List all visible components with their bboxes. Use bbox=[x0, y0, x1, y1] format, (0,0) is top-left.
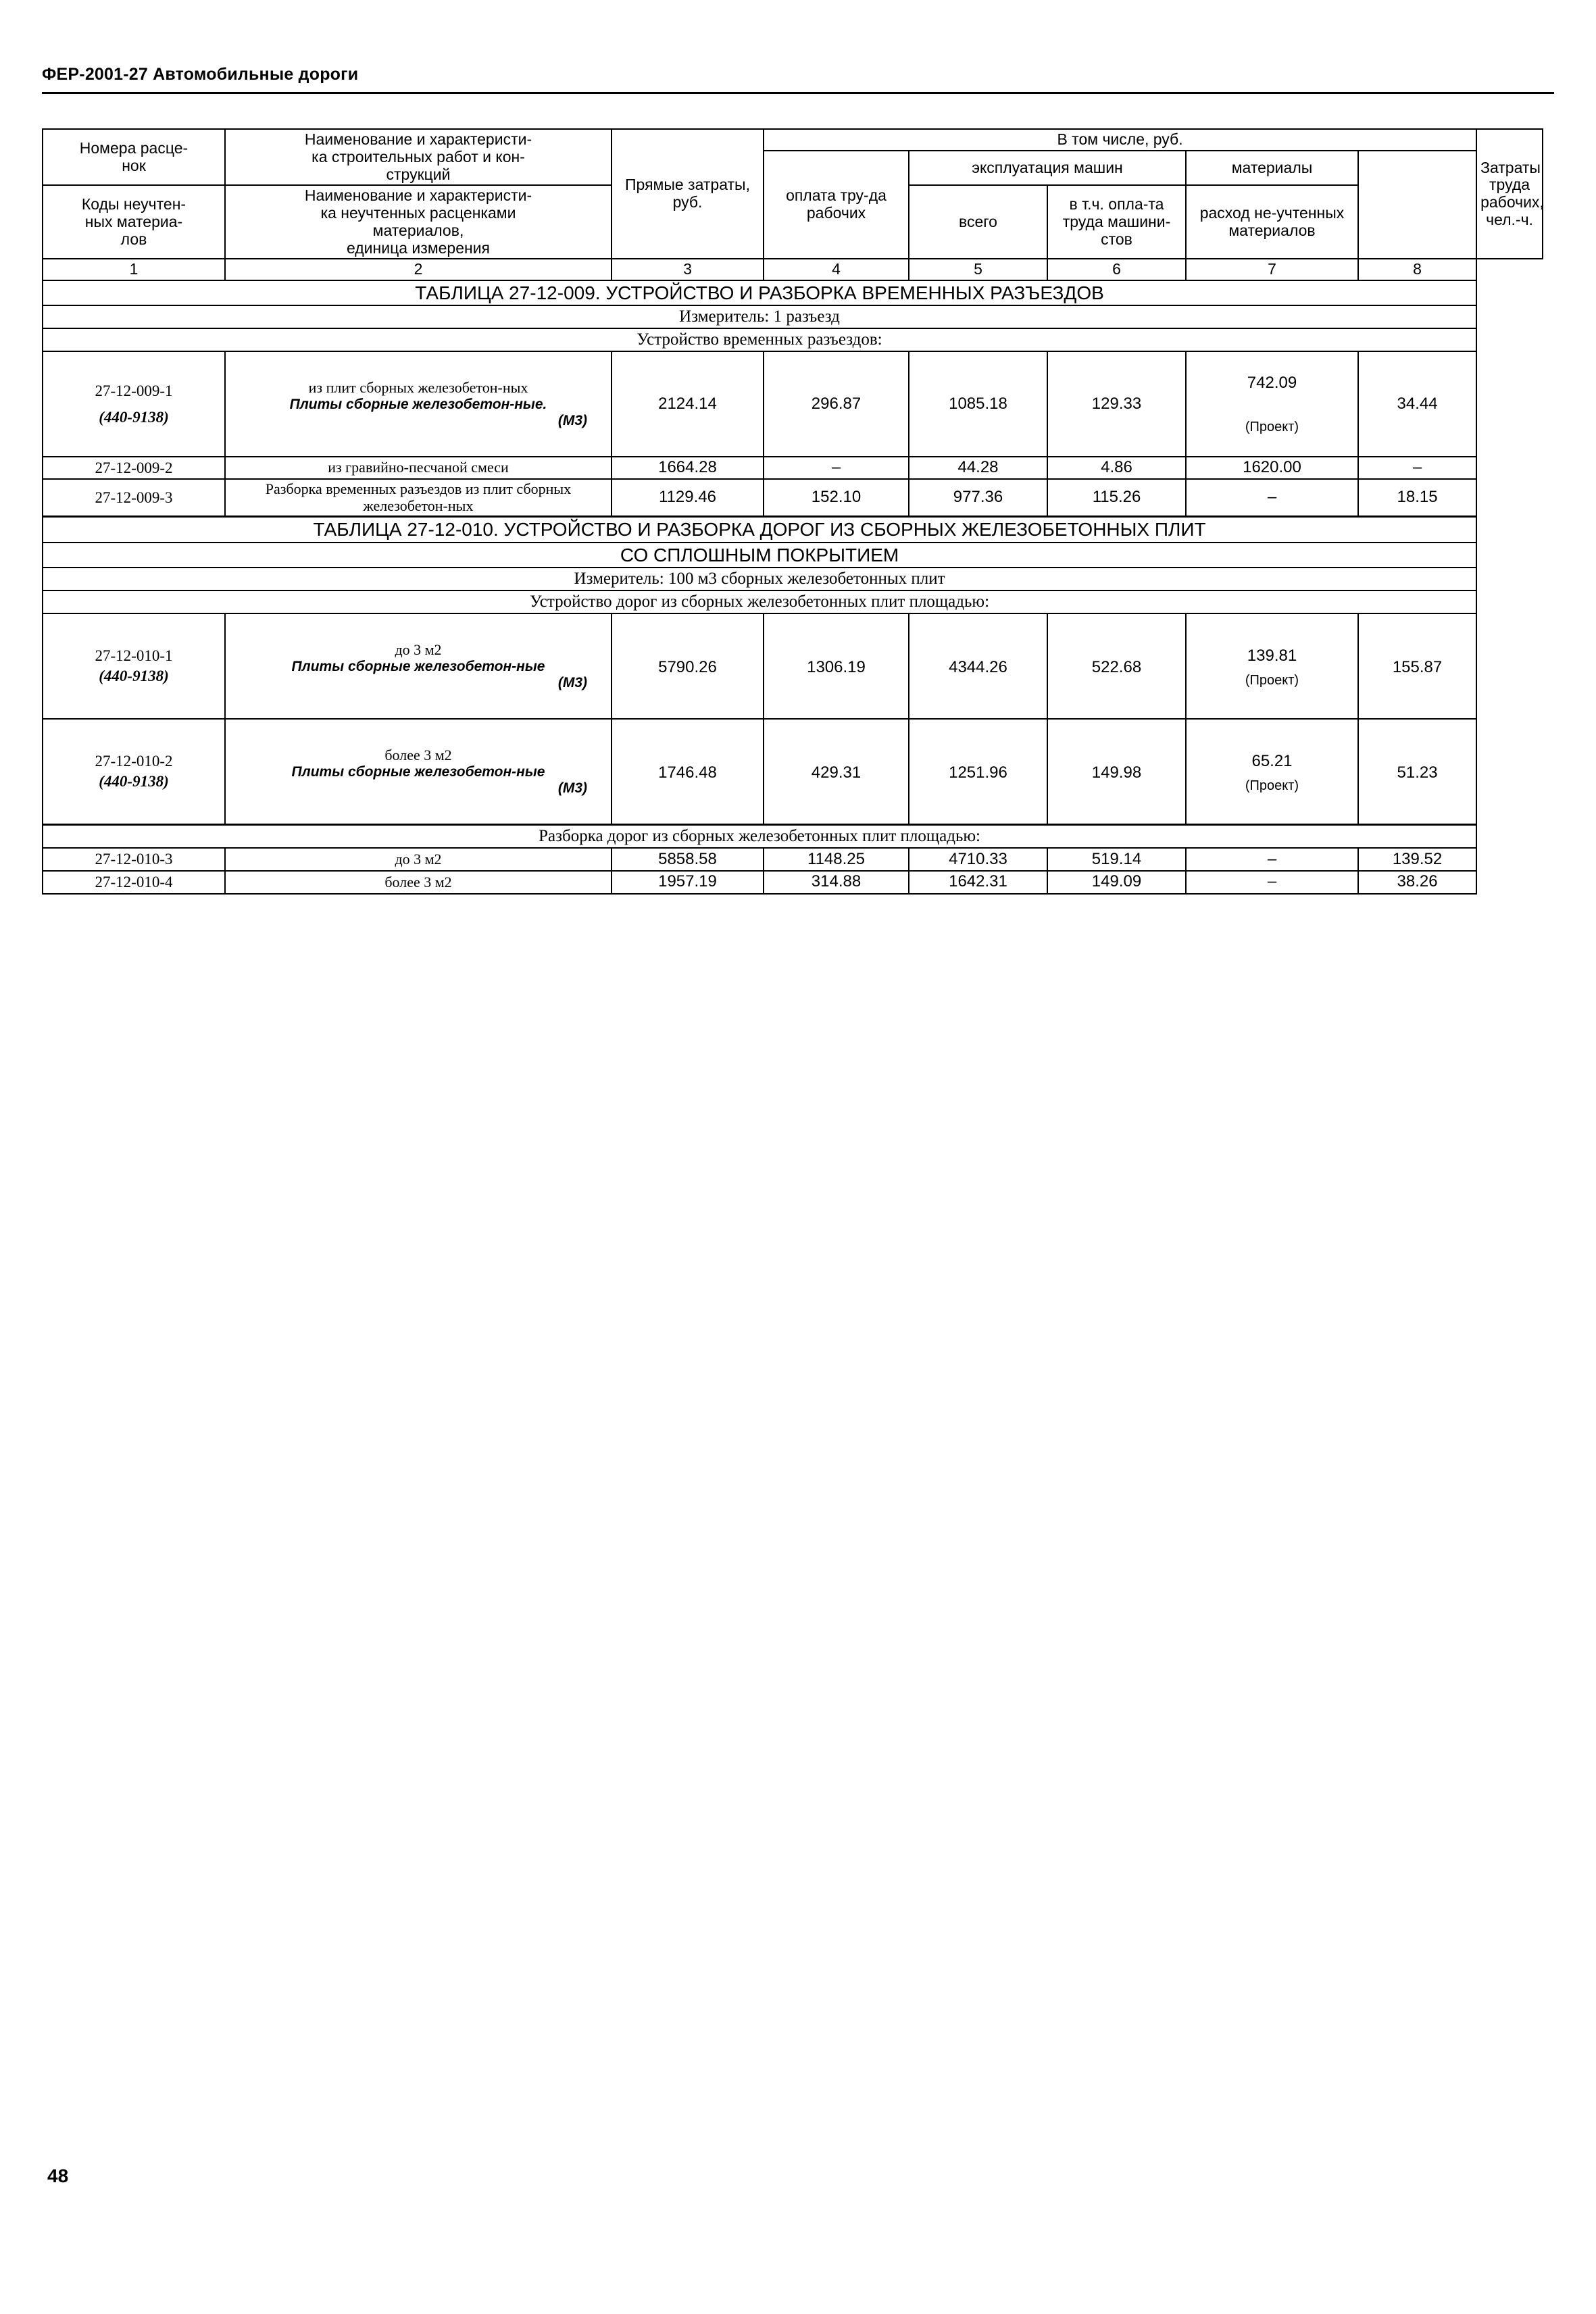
header-cell-labor: Затраты труда рабочих, чел.-ч. bbox=[1476, 129, 1543, 259]
row-machines-total: 44.28 bbox=[909, 457, 1047, 479]
row-description: Разборка временных разъездов из плит сборных железобетон-ных bbox=[225, 479, 612, 517]
header-cell-codes: Номера расце- нок bbox=[43, 129, 225, 185]
col-num-8: 8 bbox=[1358, 259, 1476, 280]
row-labor: 38.26 bbox=[1358, 871, 1476, 894]
table-row bbox=[43, 479, 1543, 517]
row-unaccounted-materials: 65.21 (Проект) bbox=[1186, 719, 1358, 825]
section-title-27-12-010: ТАБЛИЦА 27-12-010. УСТРОЙСТВО И РАЗБОРКА ДОРОГ ИЗ СБОРНЫХ ЖЕЛЕЗОБЕТОННЫХ ПЛИТ bbox=[43, 517, 1543, 543]
row-direct-costs: 1746.48 bbox=[612, 719, 764, 825]
row-wages: 1148.25 bbox=[764, 848, 909, 871]
subsection-head-razborka-dorog: Разборка дорог из сборных железобетонных плит площадью: bbox=[43, 825, 1543, 849]
row-machines-total: 4710.33 bbox=[909, 848, 1047, 871]
row-labor: – bbox=[1358, 457, 1476, 479]
header-cell-works-desc: Наименование и характеристи- ка строительных работ и кон- струкций bbox=[225, 129, 612, 185]
row-wages: 314.88 bbox=[764, 871, 909, 894]
row-unaccounted-materials: 1620.00 bbox=[1186, 457, 1358, 479]
row-unaccounted-materials: 139.81 (Проект) bbox=[1186, 613, 1358, 719]
row-machinists-wages: 4.86 bbox=[1047, 457, 1186, 479]
header-cell-machines: эксплуатация машин bbox=[909, 151, 1186, 186]
section-title-27-12-009: ТАБЛИЦА 27-12-009. УСТРОЙСТВО И РАЗБОРКА ВРЕМЕННЫХ РАЗЪЕЗДОВ bbox=[43, 280, 1543, 305]
row-description: более 3 м2 Плиты сборные железобетон-ные (М3) bbox=[225, 719, 612, 825]
row-direct-costs: 2124.14 bbox=[612, 351, 764, 457]
row-machinists-wages: 522.68 bbox=[1047, 613, 1186, 719]
row-direct-costs: 5858.58 bbox=[612, 848, 764, 871]
norms-table bbox=[42, 128, 1543, 895]
row-unaccounted-materials: – bbox=[1186, 848, 1358, 871]
header-cell-including: В том числе, руб. bbox=[764, 129, 1476, 151]
row-unaccounted-materials: 742.09 (Проект) bbox=[1186, 351, 1358, 457]
header-cell-codes-materials: Коды неучтен- ных материа- лов bbox=[43, 185, 225, 259]
header-cell-machines-total: всего bbox=[909, 185, 1047, 259]
table-row bbox=[43, 351, 1543, 457]
row-wages: 152.10 bbox=[764, 479, 909, 517]
row-code: 27-12-010-3 bbox=[43, 848, 225, 871]
row-machines-total: 1642.31 bbox=[909, 871, 1047, 894]
header-cell-materials-desc: Наименование и характеристи- ка неучтенных расценками материалов, единица измерения bbox=[225, 185, 612, 259]
table-row bbox=[43, 871, 1543, 894]
row-wages: 1306.19 bbox=[764, 613, 909, 719]
row-labor: 34.44 bbox=[1358, 351, 1476, 457]
row-wages: 429.31 bbox=[764, 719, 909, 825]
row-description: до 3 м2 Плиты сборные железобетон-ные (М3) bbox=[225, 613, 612, 719]
row-machines-total: 1085.18 bbox=[909, 351, 1047, 457]
table-header-row-1 bbox=[43, 129, 1543, 151]
col-num-5: 5 bbox=[909, 259, 1047, 280]
row-machines-total: 1251.96 bbox=[909, 719, 1047, 825]
row-code: 27-12-009-3 bbox=[43, 479, 225, 517]
header-cell-materials-group: материалы bbox=[1186, 151, 1358, 186]
table-row bbox=[43, 719, 1543, 825]
row-code: 27-12-009-1 (440-9138) bbox=[43, 351, 225, 457]
col-num-7: 7 bbox=[1186, 259, 1358, 280]
row-description: из плит сборных железобетон-ных Плиты сборные железобетон-ные. (М3) bbox=[225, 351, 612, 457]
header-cell-machinists-wages: в т.ч. опла-та труда машини-стов bbox=[1047, 185, 1186, 259]
row-code: 27-12-010-1 (440-9138) bbox=[43, 613, 225, 719]
row-direct-costs: 1957.19 bbox=[612, 871, 764, 894]
table-row bbox=[43, 613, 1543, 719]
page-header-title: ФЕР-2001-27 Автомобильные дороги bbox=[42, 65, 359, 84]
section-meter-27-12-010: Измеритель: 100 м3 сборных железобетонных плит bbox=[43, 568, 1543, 590]
subsection-head-ustroystvo-dorog: Устройство дорог из сборных железобетонных плит площадью: bbox=[43, 590, 1543, 613]
row-machinists-wages: 149.09 bbox=[1047, 871, 1186, 894]
row-wages: 296.87 bbox=[764, 351, 909, 457]
row-machinists-wages: 129.33 bbox=[1047, 351, 1186, 457]
row-machinists-wages: 519.14 bbox=[1047, 848, 1186, 871]
subsection-head-ustroystvo-razezdov: Устройство временных разъездов: bbox=[43, 328, 1543, 351]
table-row bbox=[43, 848, 1543, 871]
header-cell-direct-costs: Прямые затраты, руб. bbox=[612, 129, 764, 259]
col-num-2: 2 bbox=[225, 259, 612, 280]
row-unaccounted-materials: – bbox=[1186, 871, 1358, 894]
row-machines-total: 4344.26 bbox=[909, 613, 1047, 719]
row-description: из гравийно-песчаной смеси bbox=[225, 457, 612, 479]
section-meter-27-12-009: Измеритель: 1 разъезд bbox=[43, 305, 1543, 328]
row-code: 27-12-009-2 bbox=[43, 457, 225, 479]
row-description: более 3 м2 bbox=[225, 871, 612, 894]
col-num-3: 3 bbox=[612, 259, 764, 280]
row-machinists-wages: 149.98 bbox=[1047, 719, 1186, 825]
row-labor: 155.87 bbox=[1358, 613, 1476, 719]
row-labor: 139.52 bbox=[1358, 848, 1476, 871]
row-wages: – bbox=[764, 457, 909, 479]
header-cell-unaccounted-materials: расход не-учтенных материалов bbox=[1186, 185, 1358, 259]
table-row bbox=[43, 457, 1543, 479]
section-title-27-12-010-line2: СО СПЛОШНЫМ ПОКРЫТИЕМ bbox=[43, 543, 1543, 568]
page-number: 48 bbox=[47, 2165, 69, 2186]
row-machinists-wages: 115.26 bbox=[1047, 479, 1186, 517]
row-description: до 3 м2 bbox=[225, 848, 612, 871]
row-code: 27-12-010-2 (440-9138) bbox=[43, 719, 225, 825]
col-num-6: 6 bbox=[1047, 259, 1186, 280]
row-machines-total: 977.36 bbox=[909, 479, 1047, 517]
table-column-numbers-row bbox=[43, 259, 1543, 280]
row-direct-costs: 1129.46 bbox=[612, 479, 764, 517]
header-divider bbox=[42, 92, 1554, 94]
row-direct-costs: 1664.28 bbox=[612, 457, 764, 479]
row-labor: 51.23 bbox=[1358, 719, 1476, 825]
row-direct-costs: 5790.26 bbox=[612, 613, 764, 719]
row-unaccounted-materials: – bbox=[1186, 479, 1358, 517]
row-labor: 18.15 bbox=[1358, 479, 1476, 517]
col-num-1: 1 bbox=[43, 259, 225, 280]
row-code: 27-12-010-4 bbox=[43, 871, 225, 894]
col-num-4: 4 bbox=[764, 259, 909, 280]
header-cell-wages: оплата тру-да рабочих bbox=[764, 151, 909, 259]
